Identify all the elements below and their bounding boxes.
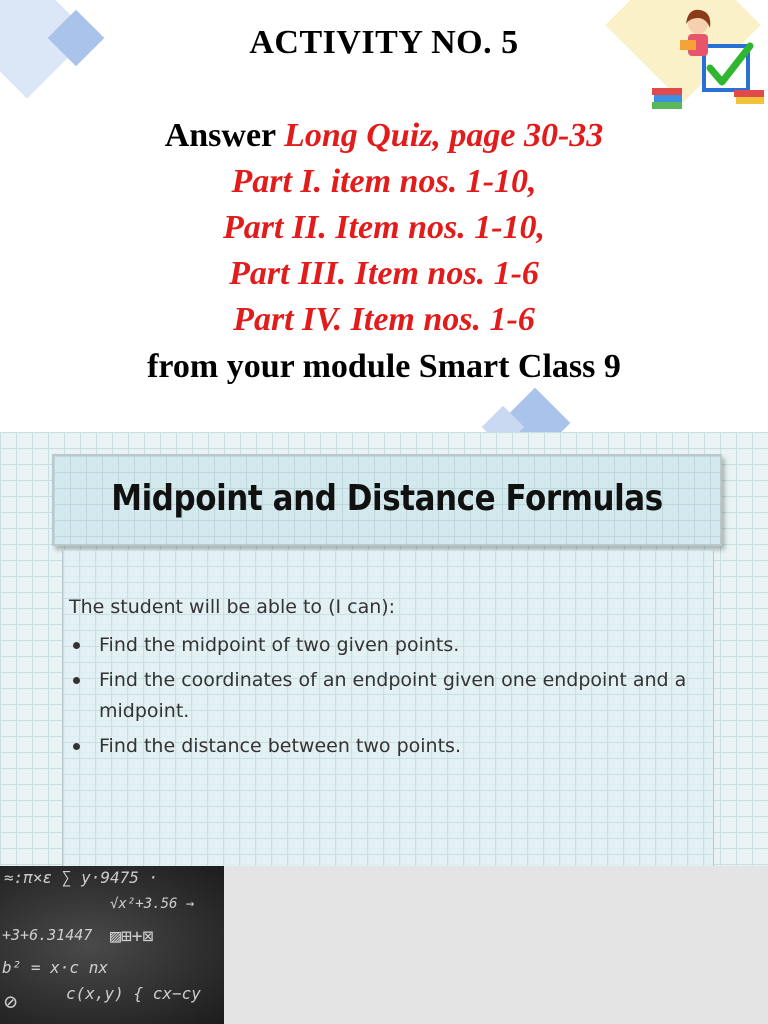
- answer-line: [0, 117, 768, 155]
- objective-text: Find the midpoint of two given points.: [99, 634, 460, 656]
- chalk-scribble: ≈:π×ε ∑ y·9475 ·: [4, 868, 159, 887]
- bullet-icon: [73, 677, 80, 684]
- objective-text: Find the distance between two points.: [99, 735, 461, 757]
- chalk-scribble: ▨⊞+⊠: [110, 926, 154, 947]
- activity-title: ACTIVITY NO. 5: [249, 24, 519, 61]
- chalk-scribble: c(x,y) { cx−cy: [66, 984, 201, 1003]
- slide-title: Midpoint and Distance Formulas: [111, 478, 663, 519]
- part-line-1: Part I. item nos. 1-10,: [231, 163, 537, 200]
- bullet-icon: [73, 642, 80, 649]
- activity-slide: [0, 0, 768, 432]
- objectives-list: [69, 630, 689, 766]
- part-line-2: Part II. Item nos. 1-10,: [222, 209, 546, 246]
- objective-item: [69, 665, 689, 727]
- module-footer: from your module Smart Class 9: [147, 348, 621, 385]
- midpoint-slide: [0, 432, 768, 872]
- slide-body: [62, 550, 714, 880]
- chalkboard-equations-image: [0, 866, 224, 1024]
- objectives-intro: The student will be able to (I can):: [69, 596, 396, 618]
- answer-word: Answer: [164, 117, 276, 154]
- part-line-3: Part III. Item nos. 1-6: [229, 255, 539, 292]
- bullet-icon: [73, 743, 80, 750]
- slide-header: [52, 454, 722, 546]
- chalk-scribble: √x²+3.56 →: [110, 896, 195, 912]
- part-line-4: Part IV. Item nos. 1-6: [233, 301, 535, 338]
- objective-item: [69, 731, 689, 762]
- chalk-scribble: b² = x·c nx: [2, 958, 108, 977]
- objective-item: [69, 630, 689, 661]
- chalk-scribble: ⊘: [4, 990, 18, 1015]
- quiz-reference: Long Quiz, page 30-33: [284, 117, 604, 154]
- chalk-scribble: +3+6.31447: [2, 926, 93, 944]
- objective-text: Find the coordinates of an endpoint given one endpoint and a midpoint.: [99, 669, 687, 722]
